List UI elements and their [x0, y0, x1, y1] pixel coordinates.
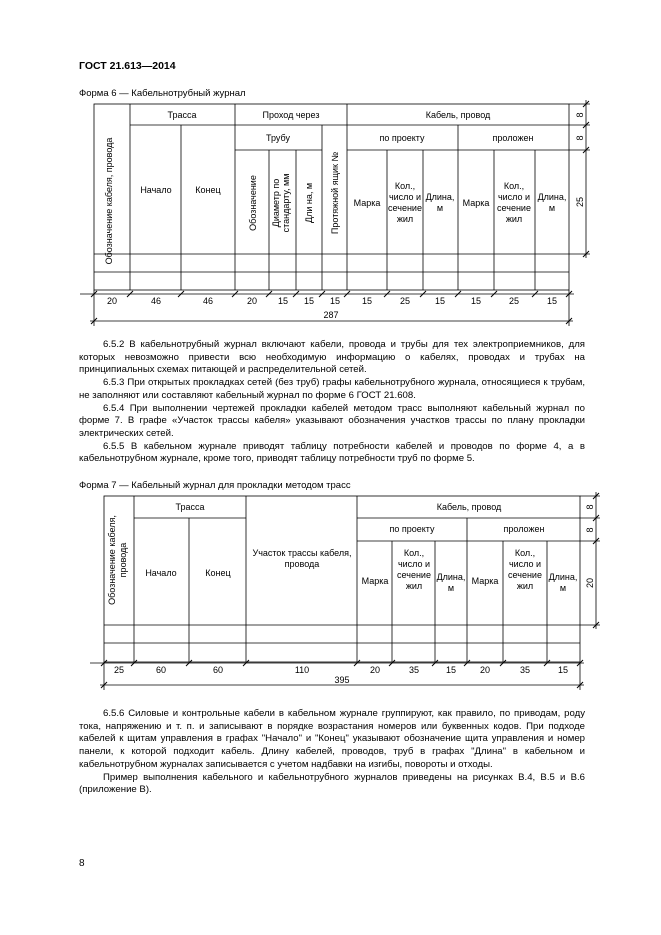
f6-total: 287 — [323, 310, 339, 320]
f7-count-1-3: сечение — [397, 570, 431, 580]
f6-dim: 15 — [361, 296, 373, 306]
f6-count-2-3: сечение — [497, 203, 531, 213]
f6-dim: 46 — [150, 296, 162, 306]
f6-route-start: Начало — [140, 185, 172, 195]
f7-length-2-1: Длина, — [548, 572, 578, 582]
f7-row-dim: 8 — [585, 527, 595, 533]
form6-caption: Форма 6 — Кабельнотрубный журнал — [79, 88, 246, 99]
f6-pipe-diameter-1: Диаметр по — [271, 178, 281, 228]
f6-count-1-3: сечение — [388, 203, 422, 213]
f6-count-2-1: Кол., — [503, 181, 525, 191]
f6-dim: 25 — [399, 296, 411, 306]
f6-dim: 15 — [546, 296, 558, 306]
f7-length-2-2: м — [559, 583, 567, 593]
f6-count-1-1: Кол., — [394, 181, 416, 191]
f6-box: Протяжной ящик № — [330, 151, 340, 235]
f6-length-2-2: м — [548, 203, 556, 213]
f6-dim: 15 — [277, 296, 289, 306]
paragraph: Пример выполнения кабельного и кабельнотрубного журналов приведены на рисунках В.4, В.5 и В.6 (приложение В). — [79, 771, 585, 796]
f7-total: 395 — [334, 675, 350, 685]
f7-route-end: Конец — [205, 568, 231, 578]
f6-cable: Кабель, провод — [425, 110, 491, 120]
f6-length-2-1: Длина, — [537, 192, 567, 202]
f7-col-designation-1: Обозначение кабеля, — [107, 515, 117, 605]
form7-caption: Форма 7 — Кабельный журнал для прокладки методом трасс — [79, 480, 351, 491]
f6-count-1-4: жил — [396, 214, 414, 224]
f7-route-start: Начало — [145, 568, 177, 578]
paragraph: 6.5.4 При выполнении чертежей прокладки кабелей методом трасс выполняют кабельный журнал по форме 7. В графе «Участок трассы кабеля» указывают обозначения участков трассы по плану прокладки электрических сетей. — [79, 402, 585, 439]
f6-laid: проложен — [492, 133, 534, 143]
f7-count-1-2: число и — [397, 559, 431, 569]
f7-count-2-3: сечение — [508, 570, 542, 580]
f7-by-project: по проекту — [389, 524, 435, 534]
f6-dim: 15 — [470, 296, 482, 306]
f6-dim: 15 — [303, 296, 315, 306]
f6-pipe-diameter-2: стандарту, мм — [281, 173, 291, 233]
f7-section-2: провода — [284, 559, 320, 569]
f6-dim: 15 — [329, 296, 341, 306]
f7-count-1-4: жил — [405, 581, 423, 591]
f6-dim: 46 — [202, 296, 214, 306]
paragraph: 6.5.2 В кабельнотрубный журнал включают кабели, провода и трубы для тех электроприемников, для которых невозможно привести всю необходимую информацию о кабелях, проводах и трубах на принципиальных схемах питающей и распределительной сетей. — [79, 339, 585, 376]
text-block-2 — [79, 708, 585, 797]
f7-dim: 60 — [212, 665, 224, 675]
f7-laid: проложен — [503, 524, 545, 534]
f7-col-designation-2: провода — [118, 542, 128, 578]
f6-row-dim: 8 — [575, 135, 585, 141]
page-number: 8 — [79, 858, 85, 869]
paragraph: 6.5.3 При открытых прокладках сетей (без труб) графы кабельнотрубного журнала, относящиеся к трубам, не заполняют или составляют кабельный журнал по форме 6 ГОСТ 21.608. — [79, 377, 585, 401]
f6-count-2-2: число и — [497, 192, 531, 202]
f7-count-2-4: жил — [516, 581, 534, 591]
paragraph: 6.5.5 В кабельном журнале приводят таблицу потребности кабелей и проводов по форме 4, а в кабельнотрубном журнале, кроме того, приводят таблицу потребности труб по форме 5. — [79, 440, 585, 465]
f6-dim: 15 — [434, 296, 446, 306]
f6-route-end: Конец — [195, 185, 221, 195]
f6-row-dim: 8 — [575, 112, 585, 118]
f6-count-1-2: число и — [388, 192, 422, 202]
f7-dim: 25 — [113, 665, 125, 675]
f7-dim: 20 — [479, 665, 491, 675]
f7-row-dim: 20 — [585, 577, 595, 589]
f6-dim: 25 — [508, 296, 520, 306]
f6-pipe-designation: Обозначение — [248, 175, 258, 231]
f6-mark-1: Марка — [353, 198, 381, 208]
f6-pipe: Трубу — [266, 133, 290, 143]
f6-pipe-length: Дли на, м — [304, 182, 314, 224]
f7-cable: Кабель, провод — [436, 502, 502, 512]
f6-length-1-2: м — [436, 203, 444, 213]
f6-count-2-4: жил — [505, 214, 523, 224]
f7-count-2-2: число и — [508, 559, 542, 569]
f7-length-1-1: Длина, — [436, 572, 466, 582]
f6-dim: 20 — [106, 296, 118, 306]
f7-dim: 15 — [557, 665, 569, 675]
f7-dim: 20 — [369, 665, 381, 675]
f7-count-1-1: Кол., — [403, 548, 425, 558]
f7-dim: 35 — [519, 665, 531, 675]
f7-section-1: Участок трассы кабеля, — [252, 548, 352, 558]
f6-length-1-1: Длина, — [425, 192, 455, 202]
f7-route: Трасса — [175, 502, 205, 512]
paragraph: 6.5.6 Силовые и контрольные кабели в кабельном журнале группируют, как правило, по приводам, роду тока, напряжению и т. п. и записывают в порядке возрастания номеров или буквенных кодов. При подходе кабелей к щитам управления в графах "Начало" и "Конец" указывают обозначение щита управления и номер панели, к которой подходит кабель. Длину кабелей, проводов, труб в графах "Длина" в кабельном и кабельнотрубном журналах записывается с учетом надбавки на изгибы, повороты и отходы. — [79, 708, 585, 770]
f7-length-1-2: м — [447, 583, 455, 593]
f7-dim: 15 — [445, 665, 457, 675]
f6-dim: 20 — [246, 296, 258, 306]
f7-dim: 35 — [408, 665, 420, 675]
f7-mark-1: Марка — [361, 576, 389, 586]
f6-col-designation: Обозначение кабеля, провода — [104, 137, 114, 265]
f6-route: Трасса — [167, 110, 197, 120]
f7-dim: 110 — [294, 665, 310, 675]
f7-row-dim: 8 — [585, 504, 595, 510]
f7-mark-2: Марка — [471, 576, 499, 586]
f7-dim: 60 — [155, 665, 167, 675]
f6-passage: Проход через — [262, 110, 320, 120]
document-header: ГОСТ 21.613—2014 — [79, 60, 176, 72]
f6-mark-2: Марка — [462, 198, 490, 208]
f7-count-2-1: Кол., — [514, 548, 536, 558]
f6-by-project: по проекту — [379, 133, 425, 143]
f6-row-dim: 25 — [575, 196, 585, 208]
